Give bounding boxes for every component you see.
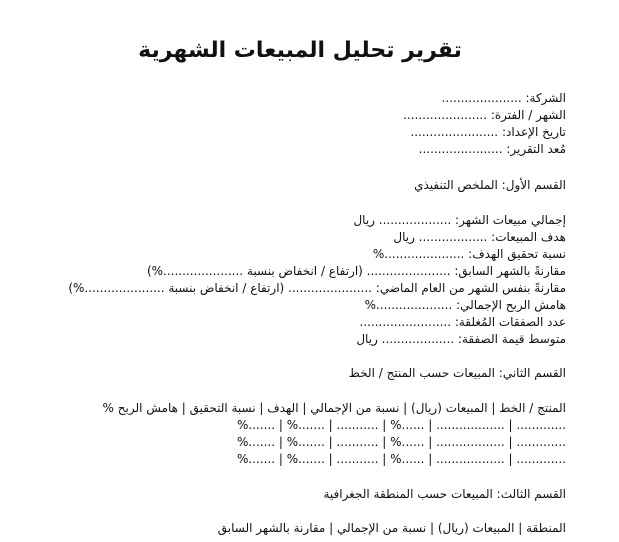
total-sales-line: إجمالي مبيعات الشهر: ................... ريال	[353, 213, 566, 227]
prepared-date-field: تاريخ الإعداد: .......................	[410, 125, 566, 139]
avg-deal-value-line: متوسط قيمة الصفقة: ................... ريال	[356, 332, 566, 346]
company-field: الشركة: .....................	[441, 91, 566, 105]
sales-target-line: هدف المبيعات: .................. ريال	[393, 230, 566, 244]
product-table-row: ............. | .................. | ......% | ........... | .......% | .......%	[236, 418, 566, 432]
section1-heading: القسم الأول: الملخص التنفيذي	[414, 178, 566, 192]
prev-year-comparison-line: مقارنةً بنفس الشهر من العام الماضي: ...................... (ارتفاع / انخفاض بنسبة .....................%)	[68, 281, 566, 295]
prepared-by-field: مُعد التقرير: ......................	[418, 142, 566, 156]
region-table-header: المنطقة | المبيعات (ريال) | نسبة من الإجمالي | مقارنة بالشهر السابق	[217, 521, 566, 535]
product-table-row: ............. | .................. | ......% | ........... | .......% | .......%	[236, 435, 566, 449]
product-table-row: ............. | .................. | ......% | ........... | .......% | .......%	[236, 452, 566, 466]
period-field: الشهر / الفترة: ......................	[403, 108, 566, 122]
section3-heading: القسم الثالث: المبيعات حسب المنطقة الجغرافية	[323, 487, 566, 501]
gross-margin-line: هامش الربح الإجمالي: ....................%	[364, 298, 566, 312]
section2-heading: القسم الثاني: المبيعات حسب المنتج / الخط	[348, 366, 566, 380]
closed-deals-line: عدد الصفقات المُغلقة: ........................	[359, 315, 566, 329]
target-achievement-line: نسبة تحقيق الهدف: .....................%	[372, 247, 566, 261]
product-table-header: المنتج / الخط | المبيعات (ريال) | نسبة من الإجمالي | الهدف | نسبة التحقيق | هامش الربح %	[102, 401, 566, 415]
prev-month-comparison-line: مقارنةً بالشهر السابق: ...................... (ارتفاع / انخفاض بنسبة .....................%)	[146, 264, 566, 278]
report-title: تقرير تحليل المبيعات الشهرية	[138, 38, 462, 63]
